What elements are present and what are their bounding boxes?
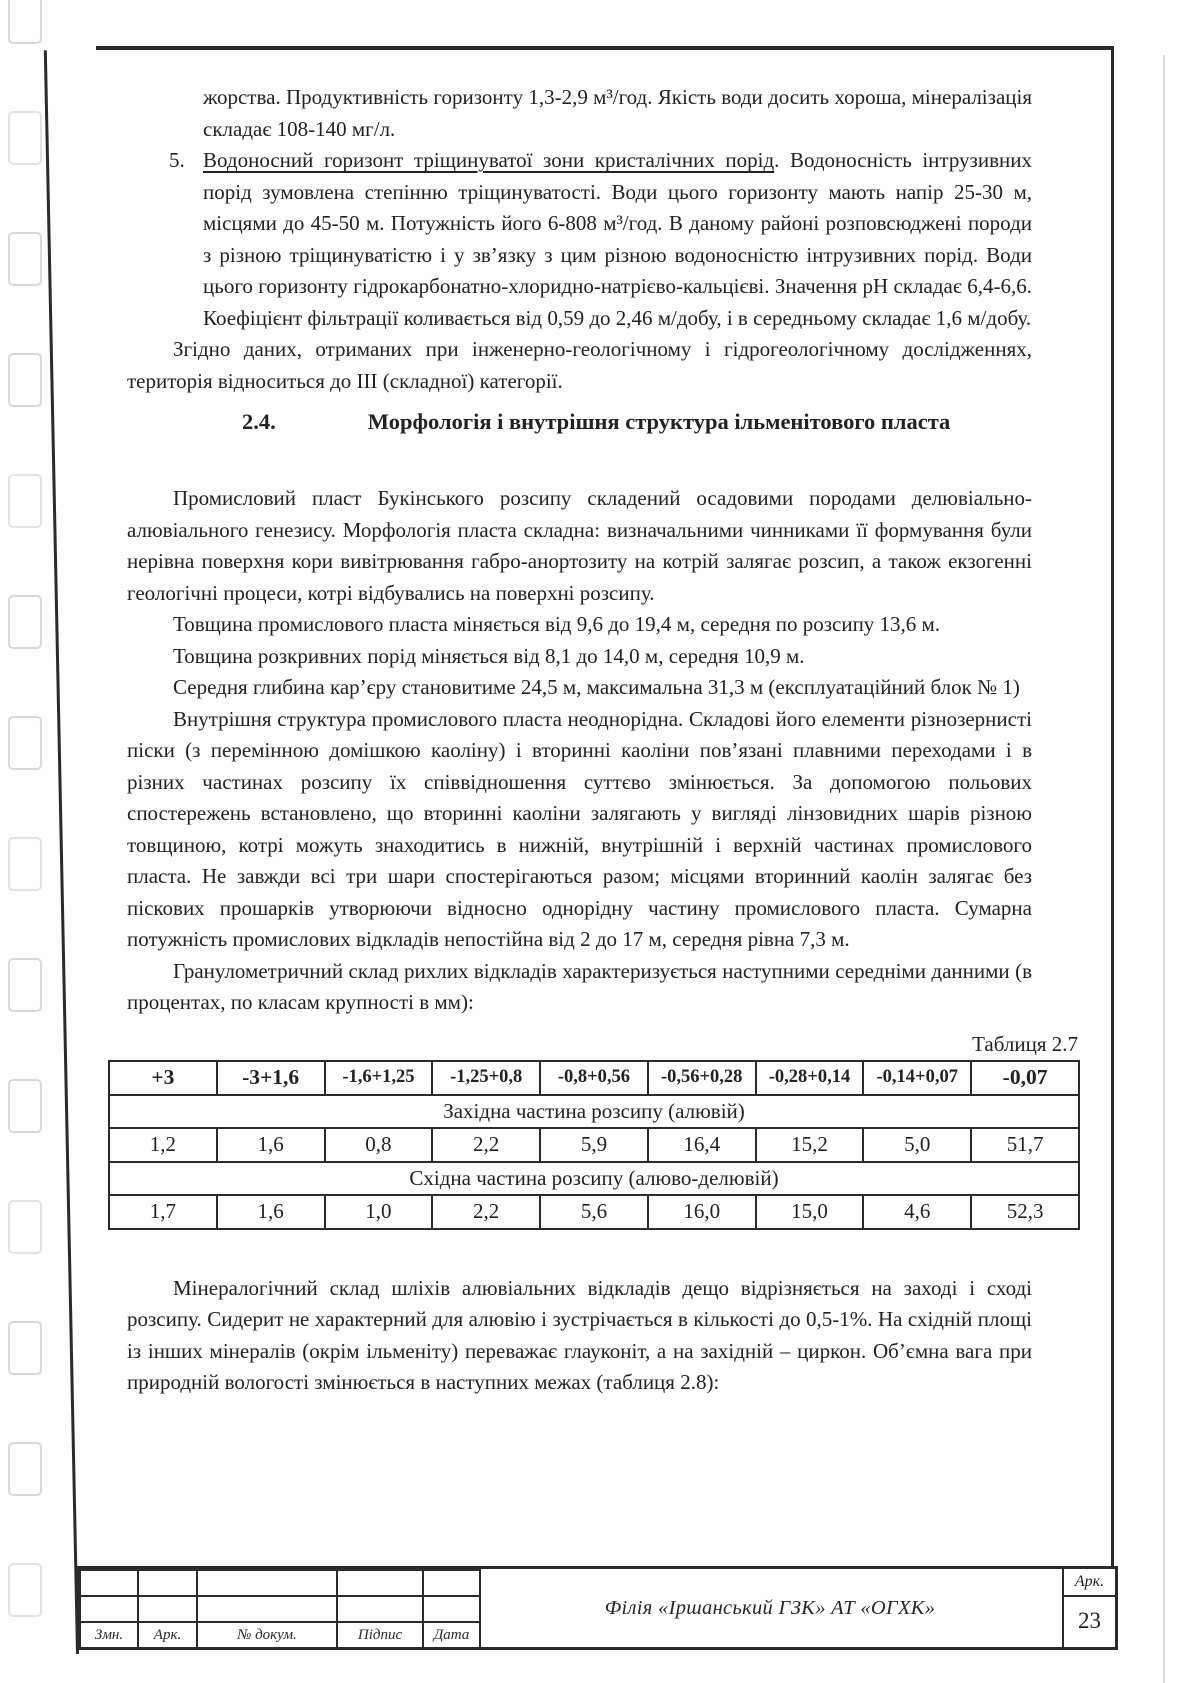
section-number: 2.4.	[242, 409, 276, 434]
grain-size-table	[108, 1060, 1080, 1230]
binder-hole	[8, 837, 42, 891]
list-item-text: . Водоносність інтрузивних порід зумовлена степінню тріщинуватості. Води цього горизонту мають напір 25-30 м, місцями до 45-50 м. Потужність його 6-808 м³/год. В даному районі розповсюджені породи з різною тріщинуватістю і у зв’язку з цим різною водоносністю інтрузивних порід. Води цього горизонту гідрокарбонатно-хлоридно-натрієво-кальцієві. Значення рН складає 6,4-6,6. Коефіцієнт фільтрації коливається від 0,59 до 2,46 м/добу, і в середньому складає 1,6 м/добу.	[203, 148, 1032, 330]
grain-size-table-area	[108, 1031, 1080, 1230]
page-content	[96, 50, 1111, 1399]
footer-col-label: Дата	[423, 1622, 480, 1648]
value-cell: 1,7	[109, 1195, 217, 1229]
value-cell: 16,4	[648, 1128, 756, 1162]
binder-hole	[8, 716, 42, 770]
header-cell: -0,8+0,56	[540, 1061, 648, 1095]
list-item-number: 5.	[169, 148, 185, 172]
aquifer-heading-underlined: Водоносний горизонт тріщинуватої зони кристалічних порід	[203, 148, 775, 172]
paragraph-zgidno: Згідно даних, отриманих при інженерно-геологічному і гідрогеологічному дослідженнях, територія відноситься до III (складної) категорії.	[127, 337, 1032, 393]
value-cell: 16,0	[648, 1195, 756, 1229]
body-paragraph-1: Промисловий пласт Букінського розсипу складений осадовими породами делювіально-алювіального генезису. Морфологія пласта складна: визначальними чинниками її формування були нерівна поверхня кори вивітрювання габро-анортозиту на котрій залягає розсип, а також екзогенні геологічні процеси, котрі відбувались на поверхні розсипу.	[127, 486, 1032, 605]
title-block-left-grid	[79, 1569, 481, 1649]
paper-edge-shadow	[1163, 55, 1165, 1683]
closing-paragraph: Мінералогічний склад шліхів алювіальних відкладів дещо відрізняється на заході і сході розсипу. Сидерит не характерний для алювію і зустрічається в кількості до 0,5-1%. На східній площі із інших мінералів (окрім ільменіту) переважає глауконіт, а на західній – циркон. Об’ємна вага при природній вологості змінюється в наступних межах (таблиця 2.8):	[127, 1275, 1032, 1394]
body-paragraph-2: Товщина промислового пласта міняється від 9,6 до 19,4 м, середня по розсипу 13,6 м.	[173, 612, 941, 636]
binder-hole	[8, 1079, 42, 1133]
binder-hole	[8, 958, 42, 1012]
value-cell: 5,9	[540, 1128, 648, 1162]
binder-hole	[8, 1563, 42, 1617]
org-name: Філія «Іршанський ГЗК» АТ «ОГХК»	[604, 1596, 936, 1619]
value-cell: 15,2	[756, 1128, 864, 1162]
band-row-west	[109, 1095, 1079, 1129]
value-cell: 5,0	[863, 1128, 971, 1162]
section-heading	[242, 407, 1032, 437]
binder-hole	[8, 595, 42, 649]
body-paragraph-6: Гранулометричний склад рихлих відкладів характеризується наступними середніми данними (в процентах, по класам крупності в мм):	[127, 958, 1032, 1014]
value-cell: 5,6	[540, 1195, 648, 1229]
title-block	[76, 1566, 1118, 1650]
header-cell: +3	[109, 1061, 217, 1095]
value-cell: 2,2	[432, 1195, 540, 1229]
header-cell: -1,6+1,25	[325, 1061, 433, 1095]
sheet-label: Арк.	[1064, 1569, 1115, 1597]
body-paragraph-4: Середня глибина кар’єру становитиме 24,5 м, максимальна 31,3 м (експлуатаційний блок № 1)	[173, 675, 1020, 699]
band-label: Західна частина розсипу (алювій)	[109, 1095, 1079, 1129]
footer-col-label: Підпис	[337, 1622, 423, 1648]
header-cell: -3+1,6	[217, 1061, 325, 1095]
header-cell: -1,25+0,8	[432, 1061, 540, 1095]
list-item-5	[169, 145, 1032, 334]
value-cell: 51,7	[971, 1128, 1079, 1162]
footer-col-label: № докум.	[197, 1622, 337, 1648]
revision-grid-labels	[80, 1622, 480, 1648]
intro-paragraph: жорства. Продуктивність горизонту 1,3-2,9 м³/год. Якість води досить хороша, мінералізація складає 108-140 мг/л.	[203, 85, 1032, 141]
value-cell: 1,6	[217, 1195, 325, 1229]
header-cell: -0,56+0,28	[648, 1061, 756, 1095]
section-title: Морфологія і внутрішня структура ільменітового пласта	[367, 409, 951, 434]
value-cell: 4,6	[863, 1195, 971, 1229]
header-cell: -0,07	[971, 1061, 1079, 1095]
value-cell: 2,2	[432, 1128, 540, 1162]
revision-grid-row	[80, 1596, 480, 1622]
footer-col-label: Змн.	[80, 1622, 138, 1648]
binder-hole	[8, 1442, 42, 1496]
body-paragraph-3: Товщина розкривних порід міняється від 8,1 до 14,0 м, середня 10,9 м.	[173, 643, 805, 668]
revision-grid-row	[80, 1570, 480, 1596]
binder-hole	[8, 353, 42, 407]
value-cell: 52,3	[971, 1195, 1079, 1229]
binder-holes	[0, 0, 60, 1683]
value-cell: 0,8	[325, 1128, 433, 1162]
page-frame	[96, 46, 1114, 1650]
value-cell: 1,0	[325, 1195, 433, 1229]
value-row-east	[109, 1195, 1079, 1229]
binder-hole	[8, 111, 42, 165]
table-caption: Таблиця 2.7	[972, 1031, 1078, 1056]
binder-hole	[8, 232, 42, 286]
band-label: Східна частина розсипу (алюво-делювій)	[109, 1162, 1079, 1196]
table-header-row	[109, 1061, 1079, 1095]
binder-hole	[8, 474, 42, 528]
revision-grid	[79, 1569, 481, 1649]
value-cell: 1,6	[217, 1128, 325, 1162]
header-cell: -0,14+0,07	[863, 1061, 971, 1095]
value-row-west	[109, 1128, 1079, 1162]
binder-hole	[8, 1321, 42, 1375]
binder-hole	[8, 1200, 42, 1254]
footer-col-label: Арк.	[138, 1622, 197, 1648]
sheet-cell	[1062, 1569, 1115, 1647]
sheet-number: 23	[1078, 1608, 1101, 1633]
header-cell: -0,28+0,14	[756, 1061, 864, 1095]
value-cell: 15,0	[756, 1195, 864, 1229]
binder-hole	[8, 0, 42, 44]
body-paragraph-5: Внутрішня структура промислового пласта неоднорідна. Складові його елементи різнозернисті піски (з перемінною домішкою каоліну) і вторинні каоліни пов’язані плавними переходами і в різних частинах розсипу їх співвідношення суттєво змінюється. За допомогою польових спостережень встановлено, що вторинні каоліни залягають у вигляді лінзовидних шарів різною товщиною, котрі можуть знаходитись в нижній, внутрішній і верхній частинах промислового пласта. Не завжди всі три шари спостерігаються разом; місцями вторинний каолін залягає без піскових прошарків утворюючи відносно однорідну частину промислового пласта. Сумарна потужність промислових відкладів непостійна від 2 до 17 м, середня рівна 7,3 м.	[127, 706, 1032, 951]
band-row-east	[109, 1162, 1079, 1196]
value-cell: 1,2	[109, 1128, 217, 1162]
